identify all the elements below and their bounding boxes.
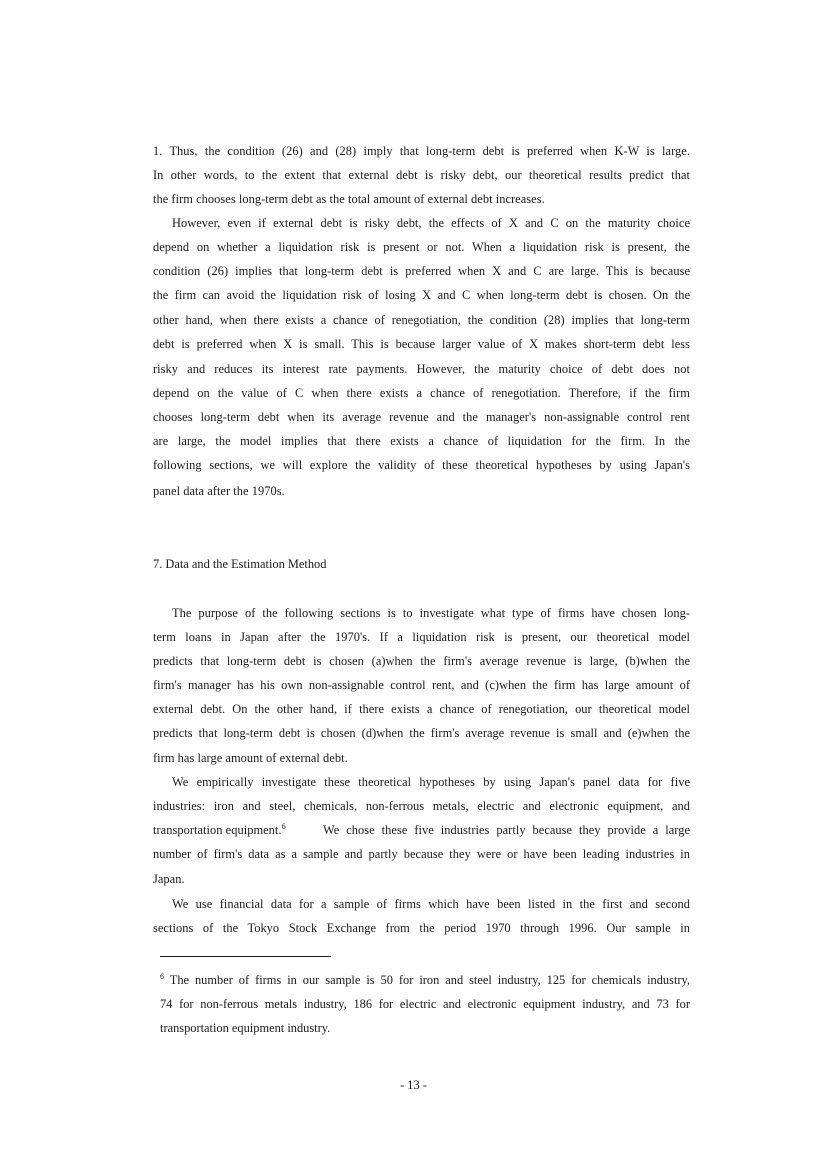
footnote-line [160, 972, 690, 988]
body-line: condition (26) implies that long-term debt is preferred when X and C are large. This is because [153, 264, 690, 278]
body-line: We use financial data for a sample of firms which have been listed in the first and second [172, 897, 690, 911]
body-line: debt is preferred when X is small. This is because larger value of X makes short-term debt less [153, 337, 690, 351]
body-line: the firm chooses long-term debt as the total amount of external debt increases. [153, 192, 545, 206]
body-line: 1. Thus, the condition (26) and (28) imply that long-term debt is preferred when K-W is large. [153, 144, 690, 158]
body-line: the firm can avoid the liquidation risk of losing X and C when long-term debt is chosen. On the [153, 288, 690, 302]
footnote-text: The number of firms in our sample is 50 for iron and steel industry, 125 for chemicals industry, [169, 973, 691, 987]
footnote-line: transportation equipment industry. [160, 1021, 331, 1035]
body-line: depend on the value of C when there exists a chance of renegotiation. Therefore, if the firm [153, 386, 690, 400]
body-line: industries: iron and steel, chemicals, non-ferrous metals, electric and electronic equipment, and [153, 799, 690, 813]
body-line: chooses long-term debt when its average revenue and the manager's non-assignable control rent [153, 410, 690, 424]
page-number: - 13 - [400, 1078, 427, 1092]
body-line: The purpose of the following sections is to investigate what type of firms have chosen long- [172, 606, 690, 620]
body-line: depend on whether a liquidation risk is present or not. When a liquidation risk is present, the [153, 240, 690, 254]
body-line: We chose these five industries partly because they provide a large [323, 823, 690, 837]
body-line: In other words, to the extent that external debt is risky debt, our theoretical results predict that [153, 168, 690, 182]
body-line: We empirically investigate these theoretical hypotheses by using Japan's panel data for five [172, 775, 690, 789]
footnote-divider [160, 956, 331, 957]
body-line: number of firm's data as a sample and partly because they were or have been leading industries in [153, 847, 690, 861]
body-line: sections of the Tokyo Stock Exchange from the period 1970 through 1996. Our sample in [153, 921, 690, 935]
body-line: firm's manager has his own non-assignable control rent, and (c)when the firm has large amount of [153, 678, 690, 692]
footnote-reference[interactable]: 6 [281, 822, 286, 831]
body-line: term loans in Japan after the 1970's. If a liquidation risk is present, our theoretical model [153, 630, 690, 644]
section-heading: 7. Data and the Estimation Method [153, 557, 327, 571]
body-line: predicts that long-term debt is chosen (a)when the firm's average revenue is large, (b)when the [153, 654, 690, 668]
body-line: are large, the model implies that there exists a chance of liquidation for the firm. In the [153, 434, 690, 448]
body-line: other hand, when there exists a chance of renegotiation, the condition (28) implies that long-term [153, 313, 690, 327]
body-line: However, even if external debt is risky debt, the effects of X and C on the maturity choice [172, 216, 690, 230]
body-line: following sections, we will explore the validity of these theoretical hypotheses by using Japan's [153, 458, 690, 472]
body-line: firm has large amount of external debt. [153, 751, 348, 765]
body-line: external debt. On the other hand, if there exists a chance of renegotiation, our theoretical model [153, 702, 690, 716]
body-line: panel data after the 1970s. [153, 484, 285, 498]
body-line: risky and reduces its interest rate payments. However, the maturity choice of debt does not [153, 362, 690, 376]
body-line [153, 822, 323, 838]
body-line: predicts that long-term debt is chosen (d)when the firm's average revenue is small and (e)when the [153, 726, 690, 740]
footnote-line: 74 for non-ferrous metals industry, 186 for electric and electronic equipment industry, and 73 for [160, 997, 690, 1011]
body-text: transportation equipment. [153, 823, 282, 837]
footnote-mark: 6 [160, 972, 164, 981]
body-line: Japan. [153, 872, 185, 886]
